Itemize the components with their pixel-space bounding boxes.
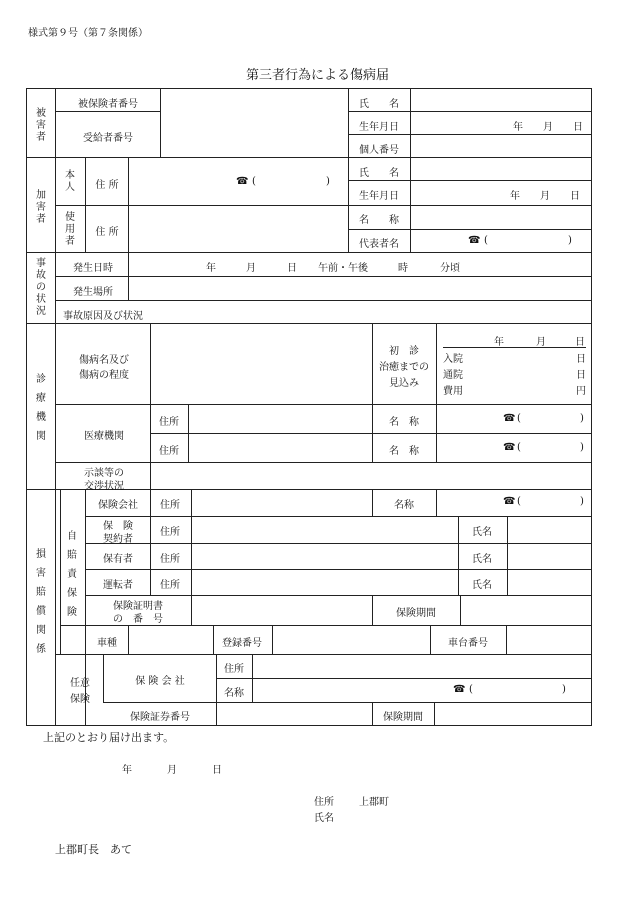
victim-section-label: 被害者 — [36, 108, 46, 143]
first-visit-label: 初 診 — [389, 346, 419, 357]
registration-number-label: 登録番号 — [222, 638, 262, 649]
phone-paren-open: ( — [517, 413, 521, 424]
victim-birth-year: 年 — [513, 122, 523, 133]
car-type-label: 車種 — [97, 638, 117, 649]
holder-label: 保有者 — [103, 554, 133, 565]
cost-label: 費用 — [443, 386, 463, 397]
filing-day: 日 — [212, 765, 222, 776]
insurer-label: 保険会社 — [98, 500, 138, 511]
phone-paren-close: ) — [568, 235, 572, 246]
phone-paren-open: ( — [484, 235, 488, 246]
inpatient-days: 日 — [576, 354, 586, 365]
offender-birth-year: 年 — [510, 191, 520, 202]
medical-section-label: 診療機関 — [36, 374, 46, 442]
chassis-number-label: 車台番号 — [448, 638, 488, 649]
phone-icon: ☎ — [236, 176, 249, 187]
accident-place-label: 発生場所 — [73, 287, 113, 298]
outpatient-days: 日 — [576, 370, 586, 381]
institution-label: 医療機関 — [84, 431, 124, 442]
applicant-address-value: 上郡町 — [359, 797, 389, 808]
voluntary-insurer-label: 保 険 会 社 — [135, 676, 185, 687]
accident-cause-label: 事故原因及び状況 — [63, 311, 143, 322]
disease-label-2: 傷病の程度 — [79, 370, 129, 381]
offender-birth-day: 日 — [570, 191, 580, 202]
accident-hour: 時 — [398, 263, 408, 274]
accident-day: 日 — [287, 263, 297, 274]
first-visit-month: 月 — [536, 337, 546, 348]
damages-section-label: 損害賠償関係 — [36, 549, 46, 655]
phone-paren-open: ( — [469, 684, 473, 695]
certificate-label-1: 保険証明書 — [113, 601, 163, 612]
holder-address-label: 住所 — [160, 554, 180, 565]
phone-paren-open: ( — [517, 496, 521, 507]
phone-icon: ☎ — [453, 684, 466, 695]
insurer-address-label: 住所 — [160, 500, 180, 511]
certificate-label-2: の 番 号 — [113, 614, 163, 625]
accident-datetime-label: 発生日時 — [73, 263, 113, 274]
company-name-label: 名 称 — [359, 215, 399, 226]
personal-number-label: 個人番号 — [359, 145, 399, 156]
outpatient-label: 通院 — [443, 370, 463, 381]
institution-name-label-2: 名 称 — [389, 446, 419, 457]
phone-paren-close: ) — [326, 176, 330, 187]
compulsory-insurance-label: 自賠責保険 — [67, 531, 77, 618]
phone-icon: ☎ — [503, 442, 516, 453]
insured-number-label: 被保険者番号 — [78, 99, 138, 110]
settlement-label-1: 示談等の — [84, 468, 124, 479]
contractor-address-label: 住所 — [160, 527, 180, 538]
phone-paren-close: ) — [562, 684, 566, 695]
first-visit-year: 年 — [494, 337, 504, 348]
filing-year: 年 — [122, 765, 132, 776]
institution-address-label-2: 住所 — [159, 446, 179, 457]
offender-section-label: 加害者 — [36, 190, 46, 225]
compulsory-period-label: 保険期間 — [396, 608, 436, 619]
phone-paren-close: ) — [580, 413, 584, 424]
contractor-label-2: 契約者 — [103, 534, 133, 545]
beneficiary-number-label: 受給者番号 — [83, 133, 133, 144]
offender-name-label: 氏 名 — [359, 168, 399, 179]
filing-month: 月 — [167, 765, 177, 776]
holder-name-label: 氏名 — [472, 554, 492, 565]
first-visit-day: 日 — [575, 337, 585, 348]
applicant-address-label: 住所 — [314, 797, 334, 808]
settlement-label-2: 交渉状況 — [84, 481, 124, 492]
offender-birthdate-label: 生年月日 — [359, 191, 399, 202]
voluntary-period-label: 保険期間 — [383, 712, 423, 723]
policy-number-label: 保険証券番号 — [130, 712, 190, 723]
victim-birth-day: 日 — [573, 122, 583, 133]
driver-name-label: 氏名 — [472, 580, 492, 591]
cure-estimate-label-1: 治癒までの — [379, 362, 429, 373]
cost-yen: 円 — [576, 386, 586, 397]
disease-label-1: 傷病名及び — [79, 355, 129, 366]
institution-name-label-1: 名 称 — [389, 417, 419, 428]
cure-estimate-label-2: 見込み — [389, 378, 419, 389]
offender-address-label: 住 所 — [95, 180, 119, 191]
phone-paren-close: ) — [580, 496, 584, 507]
accident-minute: 分頃 — [440, 263, 460, 274]
accident-section-label: 事故の状況 — [36, 258, 46, 317]
offender-birth-month: 月 — [540, 191, 550, 202]
voluntary-name-label: 名称 — [224, 688, 244, 699]
phone-icon: ☎ — [503, 413, 516, 424]
voluntary-insurance-label-2: 保険 — [70, 694, 90, 705]
form-number: 様式第９号（第７条関係） — [28, 28, 148, 39]
phone-icon: ☎ — [468, 235, 481, 246]
statement-text: 上記のとおり届け出ます。 — [43, 731, 175, 744]
phone-paren-open: ( — [252, 176, 256, 187]
representative-label: 代表者名 — [359, 239, 399, 250]
offender-self-label: 本人 — [65, 170, 75, 193]
employer-address-label: 住 所 — [95, 227, 119, 238]
driver-label: 運転者 — [103, 580, 133, 591]
offender-employer-label: 使用者 — [65, 212, 75, 247]
applicant-name-label: 氏名 — [314, 813, 334, 824]
accident-ampm: 午前・午後 — [318, 263, 368, 274]
phone-icon: ☎ — [503, 496, 516, 507]
inpatient-label: 入院 — [443, 354, 463, 365]
victim-birth-month: 月 — [543, 122, 553, 133]
accident-year: 年 — [206, 263, 216, 274]
voluntary-address-label: 住所 — [224, 664, 244, 675]
voluntary-insurance-label-1: 任意 — [70, 678, 90, 689]
phone-paren-open: ( — [517, 442, 521, 453]
contractor-label-1: 保 険 — [103, 521, 133, 532]
insurer-name-label: 名称 — [394, 500, 414, 511]
institution-address-label-1: 住所 — [159, 417, 179, 428]
contractor-name-label: 氏名 — [472, 527, 492, 538]
form-title: 第三者行為による傷病届 — [246, 68, 390, 83]
accident-month: 月 — [246, 263, 256, 274]
addressee: 上郡町長 あて — [55, 843, 132, 856]
phone-paren-close: ) — [580, 442, 584, 453]
driver-address-label: 住所 — [160, 580, 180, 591]
victim-name-label: 氏 名 — [359, 99, 399, 110]
victim-birthdate-label: 生年月日 — [359, 122, 399, 133]
